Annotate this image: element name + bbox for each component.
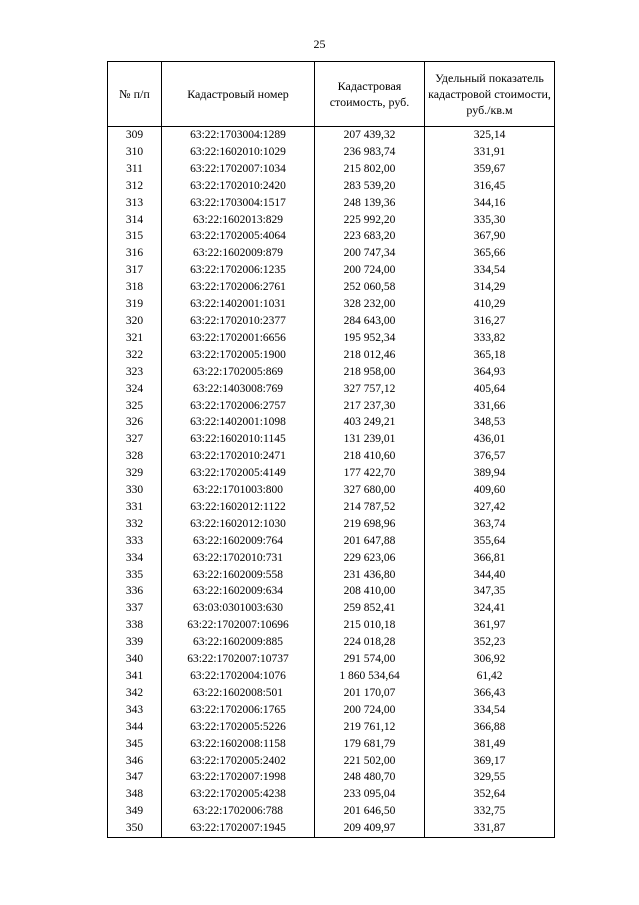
cadastral-number-cell: 63:22:1701003:800	[162, 482, 315, 499]
cadastral-number-cell: 63:22:1602010:1029	[162, 144, 315, 161]
row-num-cell: 328	[108, 448, 162, 465]
cadastral-number-cell: 63:22:1702005:1900	[162, 347, 315, 364]
table-row	[108, 803, 555, 820]
cadastral-value-cell: 201 647,88	[315, 533, 425, 550]
row-num-cell: 318	[108, 279, 162, 296]
cadastral-value-cell: 195 952,34	[315, 330, 425, 347]
specific-value-cell: 366,43	[425, 685, 555, 702]
table-row	[108, 381, 555, 398]
row-num-cell: 347	[108, 769, 162, 786]
cadastral-value-cell: 179 681,79	[315, 736, 425, 753]
cadastral-value-cell: 224 018,28	[315, 634, 425, 651]
row-num-cell: 334	[108, 550, 162, 567]
cadastral-value-cell: 236 983,74	[315, 144, 425, 161]
specific-value-cell: 347,35	[425, 583, 555, 600]
cadastral-number-cell: 63:22:1702010:2420	[162, 178, 315, 195]
cadastral-number-cell: 63:22:1702007:1998	[162, 769, 315, 786]
cadastral-number-cell: 63:22:1602008:1158	[162, 736, 315, 753]
specific-value-cell: 376,57	[425, 448, 555, 465]
cadastral-number-cell: 63:22:1702005:4064	[162, 228, 315, 245]
cadastral-value-cell: 327 757,12	[315, 381, 425, 398]
cadastral-value-cell: 248 139,36	[315, 195, 425, 212]
cadastral-number-cell: 63:22:1602012:1030	[162, 516, 315, 533]
table-row	[108, 347, 555, 364]
row-num-cell: 312	[108, 178, 162, 195]
table-row	[108, 550, 555, 567]
row-num-cell: 314	[108, 212, 162, 229]
cadastral-value-cell: 208 410,00	[315, 583, 425, 600]
row-num-cell: 336	[108, 583, 162, 600]
cadastral-number-cell: 63:22:1702007:1945	[162, 820, 315, 837]
cadastral-value-cell: 201 170,07	[315, 685, 425, 702]
specific-value-cell: 405,64	[425, 381, 555, 398]
table-row	[108, 634, 555, 651]
table-row	[108, 448, 555, 465]
specific-value-cell: 410,29	[425, 296, 555, 313]
cadastral-number-cell: 63:22:1702005:869	[162, 364, 315, 381]
cadastral-number-cell: 63:22:1702005:5226	[162, 719, 315, 736]
cadastral-number-cell: 63:22:1702010:2377	[162, 313, 315, 330]
cadastral-value-cell: 217 237,30	[315, 398, 425, 415]
cadastral-value-cell: 207 439,32	[315, 127, 425, 144]
cadastral-value-cell: 259 852,41	[315, 600, 425, 617]
table-row	[108, 364, 555, 381]
table-row	[108, 769, 555, 786]
cadastral-value-cell: 403 249,21	[315, 414, 425, 431]
cadastral-number-cell: 63:22:1702006:1765	[162, 702, 315, 719]
cadastral-number-cell: 63:22:1702006:1235	[162, 262, 315, 279]
specific-value-cell: 316,45	[425, 178, 555, 195]
cadastral-value-cell: 201 646,50	[315, 803, 425, 820]
table-row	[108, 786, 555, 803]
specific-value-cell: 316,27	[425, 313, 555, 330]
page-number: 25	[313, 37, 326, 51]
specific-value-cell: 344,16	[425, 195, 555, 212]
cadastral-value-cell: 218 410,60	[315, 448, 425, 465]
cadastral-value-cell: 214 787,52	[315, 499, 425, 516]
cadastral-value-cell: 1 860 534,64	[315, 668, 425, 685]
header-cadastral-value: Кадастровая стоимость, руб.	[315, 62, 425, 127]
row-num-cell: 346	[108, 753, 162, 770]
row-num-cell: 323	[108, 364, 162, 381]
table-row	[108, 330, 555, 347]
cadastral-value-cell: 219 698,96	[315, 516, 425, 533]
row-num-cell: 322	[108, 347, 162, 364]
cadastral-value-cell: 328 232,00	[315, 296, 425, 313]
cadastral-number-cell: 63:22:1602009:885	[162, 634, 315, 651]
table-row	[108, 127, 555, 144]
table-row	[108, 431, 555, 448]
cadastral-number-cell: 63:22:1602008:501	[162, 685, 315, 702]
table-row	[108, 178, 555, 195]
specific-value-cell: 348,53	[425, 414, 555, 431]
specific-value-cell: 409,60	[425, 482, 555, 499]
row-num-cell: 332	[108, 516, 162, 533]
table-row	[108, 414, 555, 431]
row-num-cell: 333	[108, 533, 162, 550]
cadastral-value-cell: 218 012,46	[315, 347, 425, 364]
row-num-cell: 343	[108, 702, 162, 719]
cadastral-value-cell: 223 683,20	[315, 228, 425, 245]
row-num-cell: 320	[108, 313, 162, 330]
specific-value-cell: 325,14	[425, 127, 555, 144]
table-body	[108, 127, 555, 838]
table-row	[108, 600, 555, 617]
cadastral-value-cell: 233 095,04	[315, 786, 425, 803]
header-cadastral-number: Кадастровый номер	[162, 62, 315, 127]
row-num-cell: 317	[108, 262, 162, 279]
specific-value-cell: 331,87	[425, 820, 555, 837]
row-num-cell: 344	[108, 719, 162, 736]
specific-value-cell: 365,66	[425, 245, 555, 262]
table-row	[108, 617, 555, 634]
specific-value-cell: 332,75	[425, 803, 555, 820]
cadastral-number-cell: 63:22:1602009:634	[162, 583, 315, 600]
row-num-cell: 349	[108, 803, 162, 820]
cadastral-value-cell: 177 422,70	[315, 465, 425, 482]
specific-value-cell: 314,29	[425, 279, 555, 296]
table-row	[108, 533, 555, 550]
specific-value-cell: 364,93	[425, 364, 555, 381]
table-row	[108, 651, 555, 668]
table-row	[108, 820, 555, 837]
cadastral-number-cell: 63:22:1702006:2757	[162, 398, 315, 415]
row-num-cell: 330	[108, 482, 162, 499]
cadastral-number-cell: 63:22:1702006:788	[162, 803, 315, 820]
specific-value-cell: 367,90	[425, 228, 555, 245]
cadastral-value-cell: 219 761,12	[315, 719, 425, 736]
row-num-cell: 326	[108, 414, 162, 431]
table-row	[108, 719, 555, 736]
table-header-row	[108, 62, 555, 127]
cadastral-number-cell: 63:22:1702001:6656	[162, 330, 315, 347]
cadastral-number-cell: 63:22:1402001:1098	[162, 414, 315, 431]
specific-value-cell: 306,92	[425, 651, 555, 668]
cadastral-number-cell: 63:22:1403008:769	[162, 381, 315, 398]
row-num-cell: 348	[108, 786, 162, 803]
cadastral-table	[107, 61, 555, 838]
row-num-cell: 337	[108, 600, 162, 617]
cadastral-value-cell: 131 239,01	[315, 431, 425, 448]
cadastral-value-cell: 327 680,00	[315, 482, 425, 499]
specific-value-cell: 355,64	[425, 533, 555, 550]
cadastral-number-cell: 63:22:1602013:829	[162, 212, 315, 229]
cadastral-value-cell: 221 502,00	[315, 753, 425, 770]
row-num-cell: 310	[108, 144, 162, 161]
specific-value-cell: 359,67	[425, 161, 555, 178]
row-num-cell: 340	[108, 651, 162, 668]
table-row	[108, 212, 555, 229]
table-row	[108, 567, 555, 584]
specific-value-cell: 366,88	[425, 719, 555, 736]
specific-value-cell: 436,01	[425, 431, 555, 448]
cadastral-number-cell: 63:22:1602010:1145	[162, 431, 315, 448]
table-row	[108, 499, 555, 516]
table-row	[108, 161, 555, 178]
table-row	[108, 465, 555, 482]
table-row	[108, 736, 555, 753]
cadastral-number-cell: 63:22:1702007:10737	[162, 651, 315, 668]
specific-value-cell: 335,30	[425, 212, 555, 229]
table-row	[108, 668, 555, 685]
cadastral-number-cell: 63:22:1602009:879	[162, 245, 315, 262]
row-num-cell: 311	[108, 161, 162, 178]
row-num-cell: 316	[108, 245, 162, 262]
cadastral-number-cell: 63:22:1602012:1122	[162, 499, 315, 516]
cadastral-number-cell: 63:22:1402001:1031	[162, 296, 315, 313]
table-row	[108, 245, 555, 262]
cadastral-number-cell: 63:22:1702006:2761	[162, 279, 315, 296]
table-row	[108, 228, 555, 245]
specific-value-cell: 61,42	[425, 668, 555, 685]
specific-value-cell: 363,74	[425, 516, 555, 533]
cadastral-value-cell: 229 623,06	[315, 550, 425, 567]
row-num-cell: 331	[108, 499, 162, 516]
table-row	[108, 753, 555, 770]
specific-value-cell: 327,42	[425, 499, 555, 516]
row-num-cell: 341	[108, 668, 162, 685]
row-num-cell: 338	[108, 617, 162, 634]
cadastral-value-cell: 215 010,18	[315, 617, 425, 634]
table-row	[108, 144, 555, 161]
header-num: № п/п	[108, 62, 162, 127]
cadastral-value-cell: 209 409,97	[315, 820, 425, 837]
cadastral-number-cell: 63:22:1702007:10696	[162, 617, 315, 634]
cadastral-value-cell: 291 574,00	[315, 651, 425, 668]
table-row	[108, 398, 555, 415]
table-row	[108, 262, 555, 279]
row-num-cell: 321	[108, 330, 162, 347]
row-num-cell: 329	[108, 465, 162, 482]
cadastral-number-cell: 63:22:1703004:1517	[162, 195, 315, 212]
row-num-cell: 325	[108, 398, 162, 415]
cadastral-number-cell: 63:22:1602009:558	[162, 567, 315, 584]
specific-value-cell: 361,97	[425, 617, 555, 634]
cadastral-number-cell: 63:22:1702005:2402	[162, 753, 315, 770]
table-row	[108, 313, 555, 330]
cadastral-number-cell: 63:03:0301003:630	[162, 600, 315, 617]
cadastral-number-cell: 63:22:1702007:1034	[162, 161, 315, 178]
cadastral-number-cell: 63:22:1702010:2471	[162, 448, 315, 465]
cadastral-value-cell: 218 958,00	[315, 364, 425, 381]
table-row	[108, 516, 555, 533]
row-num-cell: 319	[108, 296, 162, 313]
row-num-cell: 327	[108, 431, 162, 448]
specific-value-cell: 333,82	[425, 330, 555, 347]
specific-value-cell: 381,49	[425, 736, 555, 753]
table-row	[108, 296, 555, 313]
table-row	[108, 702, 555, 719]
specific-value-cell: 365,18	[425, 347, 555, 364]
specific-value-cell: 352,64	[425, 786, 555, 803]
specific-value-cell: 344,40	[425, 567, 555, 584]
specific-value-cell: 369,17	[425, 753, 555, 770]
specific-value-cell: 331,66	[425, 398, 555, 415]
cadastral-number-cell: 63:22:1703004:1289	[162, 127, 315, 144]
header-specific-value: Удельный показатель кадастровой стоимости, руб./кв.м	[425, 62, 555, 127]
specific-value-cell: 334,54	[425, 262, 555, 279]
cadastral-number-cell: 63:22:1702005:4149	[162, 465, 315, 482]
cadastral-value-cell: 215 802,00	[315, 161, 425, 178]
table-row	[108, 482, 555, 499]
specific-value-cell: 329,55	[425, 769, 555, 786]
row-num-cell: 342	[108, 685, 162, 702]
row-num-cell: 324	[108, 381, 162, 398]
row-num-cell: 350	[108, 820, 162, 837]
row-num-cell: 339	[108, 634, 162, 651]
row-num-cell: 313	[108, 195, 162, 212]
cadastral-value-cell: 200 724,00	[315, 702, 425, 719]
specific-value-cell: 366,81	[425, 550, 555, 567]
cadastral-number-cell: 63:22:1702004:1076	[162, 668, 315, 685]
cadastral-number-cell: 63:22:1702005:4238	[162, 786, 315, 803]
cadastral-value-cell: 284 643,00	[315, 313, 425, 330]
cadastral-value-cell: 200 747,34	[315, 245, 425, 262]
table-row	[108, 279, 555, 296]
cadastral-value-cell: 248 480,70	[315, 769, 425, 786]
specific-value-cell: 389,94	[425, 465, 555, 482]
cadastral-value-cell: 231 436,80	[315, 567, 425, 584]
row-num-cell: 309	[108, 127, 162, 144]
row-num-cell: 345	[108, 736, 162, 753]
cadastral-value-cell: 225 992,20	[315, 212, 425, 229]
specific-value-cell: 331,91	[425, 144, 555, 161]
table-row	[108, 583, 555, 600]
cadastral-value-cell: 200 724,00	[315, 262, 425, 279]
row-num-cell: 335	[108, 567, 162, 584]
cadastral-value-cell: 283 539,20	[315, 178, 425, 195]
cadastral-number-cell: 63:22:1702010:731	[162, 550, 315, 567]
specific-value-cell: 334,54	[425, 702, 555, 719]
table-row	[108, 195, 555, 212]
row-num-cell: 315	[108, 228, 162, 245]
specific-value-cell: 324,41	[425, 600, 555, 617]
cadastral-number-cell: 63:22:1602009:764	[162, 533, 315, 550]
table-row	[108, 685, 555, 702]
specific-value-cell: 352,23	[425, 634, 555, 651]
cadastral-value-cell: 252 060,58	[315, 279, 425, 296]
